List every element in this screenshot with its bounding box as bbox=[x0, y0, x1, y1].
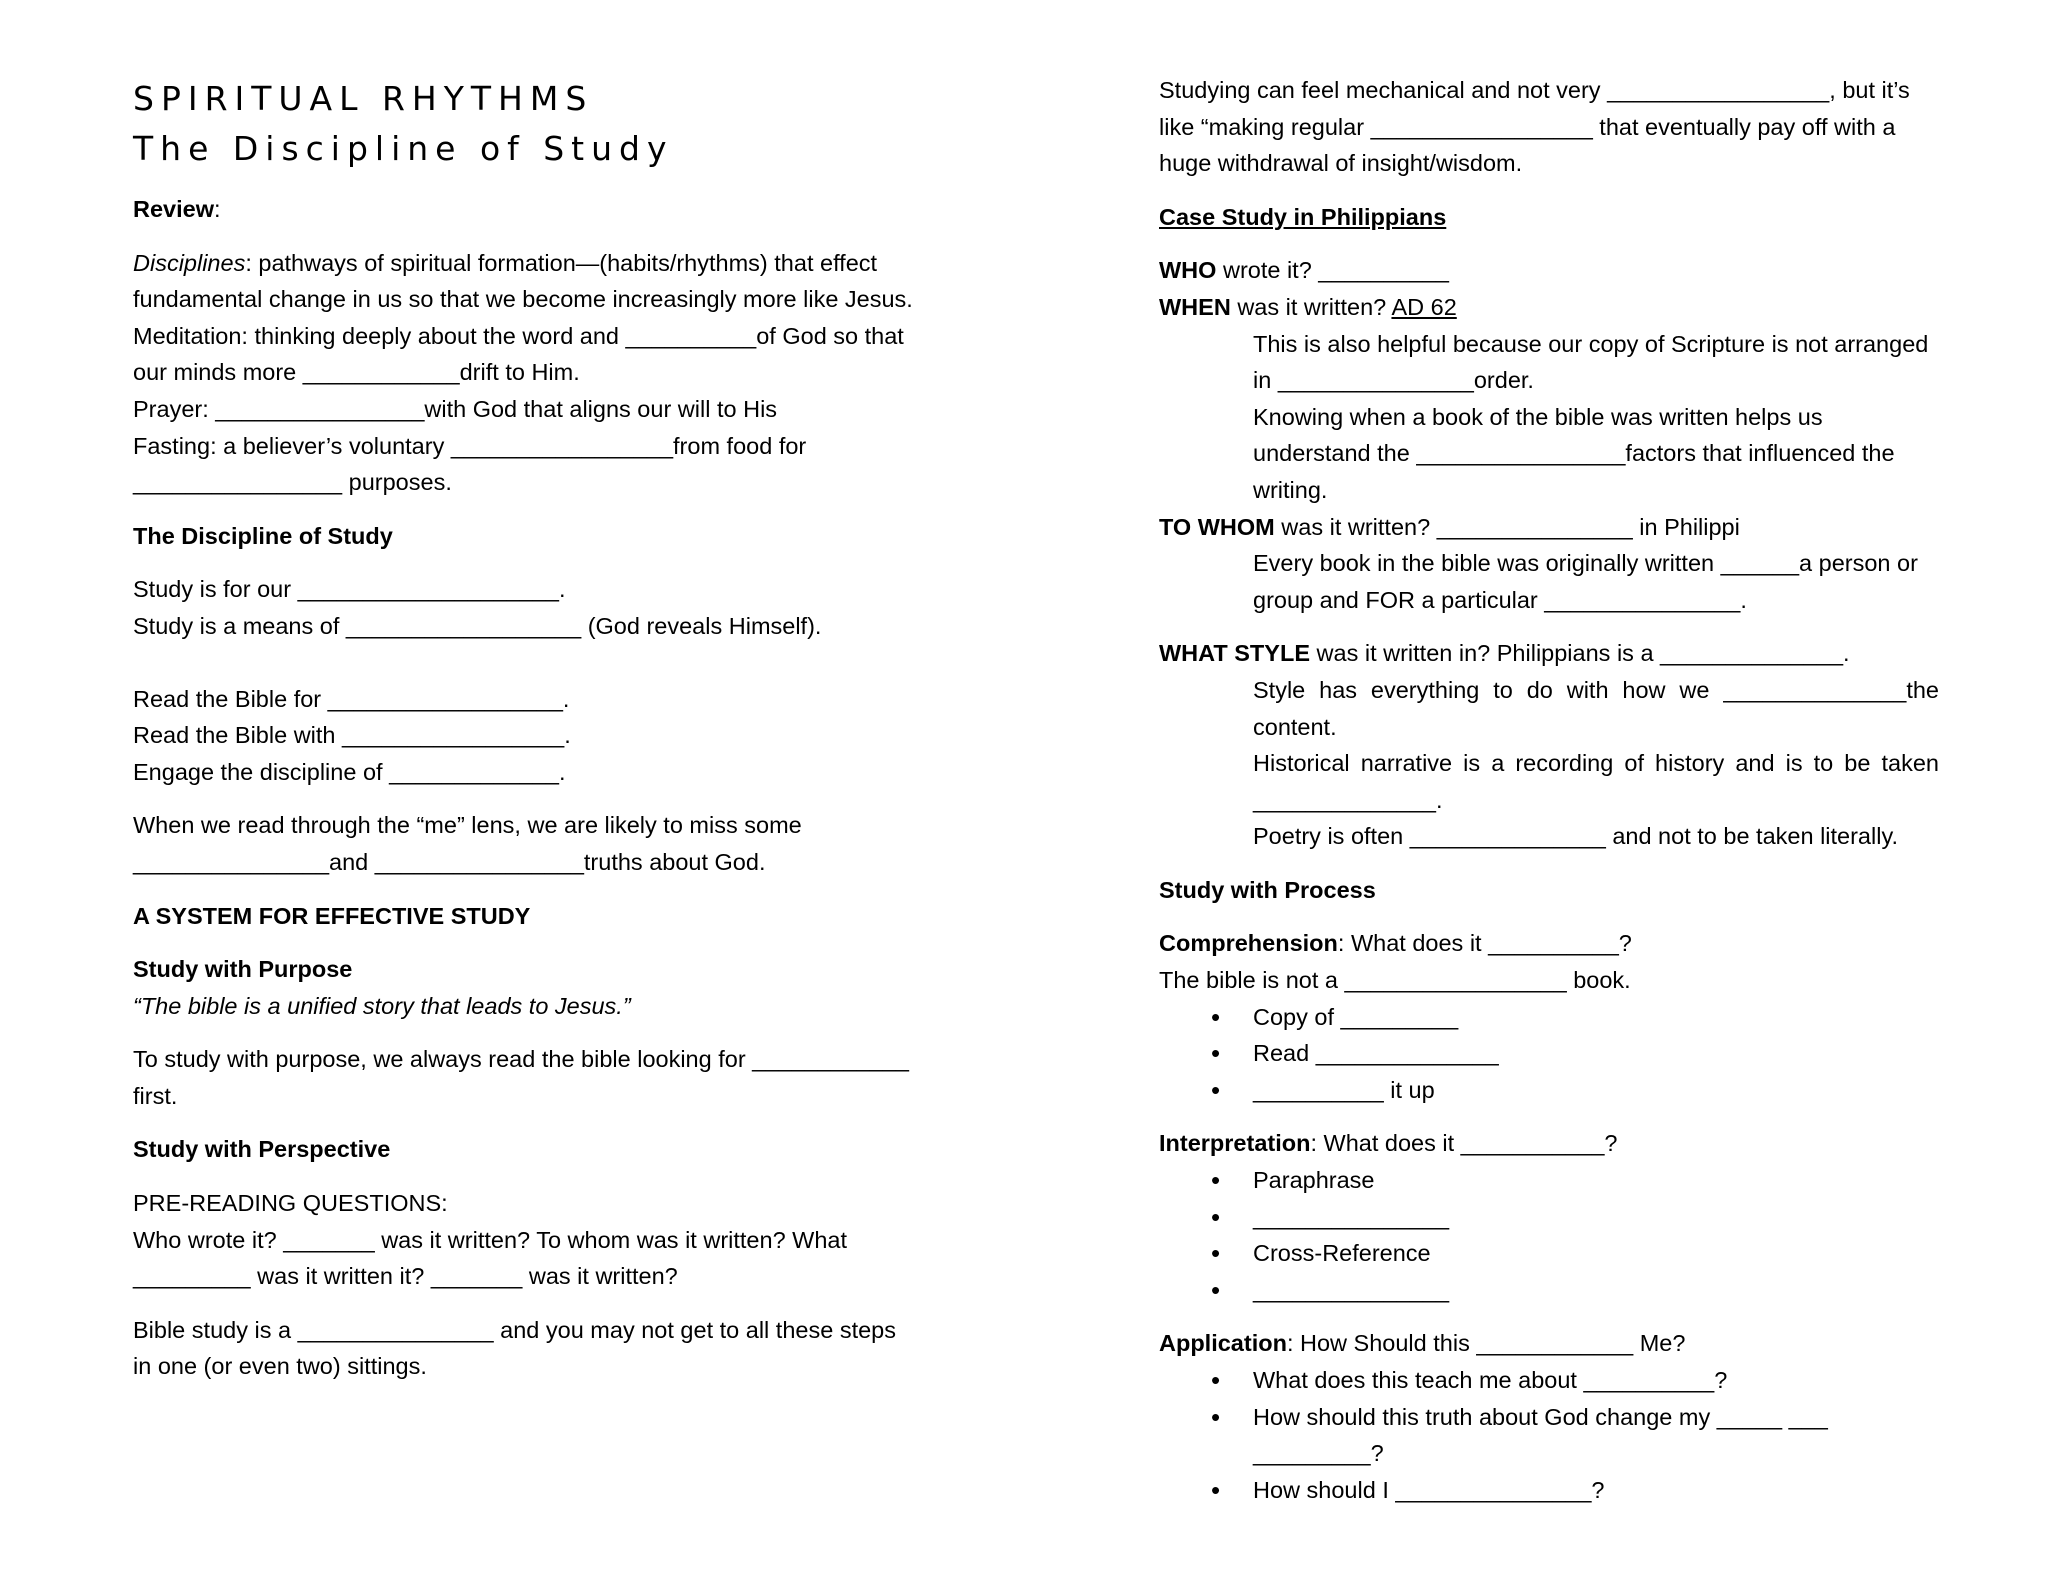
comprehension-line-2: The bible is not a _________________ book. bbox=[1159, 967, 1631, 994]
what-style-text: was it written in? Philippians is a ______________. bbox=[1310, 640, 1850, 667]
meditation-line: Meditation: thinking deeply about the word and __________of God so that our minds more ____________drift to Him. bbox=[133, 322, 904, 386]
application-label: Application bbox=[1159, 1330, 1287, 1357]
title-block bbox=[133, 74, 913, 174]
prereading-label: PRE-READING QUESTIONS: bbox=[133, 1190, 448, 1217]
title-line-1: SPIRITUAL RHYTHMS bbox=[133, 79, 594, 118]
review-heading: Review bbox=[133, 196, 214, 222]
application-text: : How Should this ____________ Me? bbox=[1286, 1330, 1686, 1357]
list-item: • How should I _______________? bbox=[1159, 1472, 1939, 1509]
disciplines-term: Disciplines bbox=[133, 249, 246, 276]
comprehension-line bbox=[1159, 925, 1939, 962]
review-heading-line bbox=[133, 191, 913, 228]
who-line bbox=[1159, 252, 1939, 289]
purpose-text: To study with purpose, we always read the bible looking for ____________ first. bbox=[133, 1046, 910, 1109]
list-item: • What does this teach me about __________? bbox=[1159, 1362, 1939, 1399]
when-answer: AD 62 bbox=[1391, 293, 1457, 320]
when-text: was it written? bbox=[1230, 293, 1392, 320]
prereading-text: Who wrote it? _______ was it written? To whom was it written? What _________ was it written it? _______ was it written? bbox=[133, 1226, 848, 1290]
list-item: • Paraphrase bbox=[1159, 1162, 1939, 1199]
interpretation-line bbox=[1159, 1125, 1939, 1162]
when-label: WHEN bbox=[1159, 293, 1231, 320]
list-item: • Copy of _________ bbox=[1159, 999, 1939, 1036]
list-item: • _______________ bbox=[1159, 1272, 1939, 1309]
disciplines-definition bbox=[133, 245, 913, 318]
read-with-line: Read the Bible with _________________. bbox=[133, 722, 571, 749]
study-for-line: Study is for our ____________________. bbox=[133, 576, 566, 603]
to-whom-line bbox=[1159, 509, 1939, 546]
prayer-line: Prayer: ________________with God that aligns our will to His bbox=[133, 395, 778, 422]
what-style-label: WHAT STYLE bbox=[1159, 640, 1310, 667]
to-whom-note: Every book in the bible was originally written ______a person or group and FOR a particular _______________. bbox=[1253, 550, 1918, 613]
case-study-heading: Case Study in Philippians bbox=[1159, 203, 1447, 230]
comprehension-label: Comprehension bbox=[1159, 930, 1338, 957]
study-means-line: Study is a means of __________________ (God reveals Himself). bbox=[133, 612, 822, 639]
what-style-line bbox=[1159, 635, 1939, 672]
list-item: • Cross-Reference bbox=[1159, 1235, 1939, 1272]
engage-line: Engage the discipline of _____________. bbox=[133, 758, 566, 785]
interpretation-text: : What does it ___________? bbox=[1310, 1130, 1618, 1157]
review-colon: : bbox=[214, 196, 221, 222]
style-note-3: Poetry is often _______________ and not to be taken literally. bbox=[1253, 823, 1898, 850]
application-line bbox=[1159, 1325, 1939, 1362]
interpretation-label: Interpretation bbox=[1159, 1130, 1311, 1157]
list-item: • How should this truth about God change my _____ ___ _________? bbox=[1159, 1399, 1939, 1472]
purpose-heading: Study with Purpose bbox=[133, 956, 353, 983]
right-column bbox=[1159, 72, 1939, 1508]
read-for-line: Read the Bible for __________________. bbox=[133, 685, 570, 712]
bible-study-line: Bible study is a _______________ and you may not get to all these steps in one (or even two) sittings. bbox=[133, 1316, 896, 1380]
who-label: WHO bbox=[1159, 257, 1217, 284]
process-heading: Study with Process bbox=[1159, 876, 1376, 903]
list-item: • __________ it up bbox=[1159, 1072, 1939, 1109]
comprehension-text: : What does it __________? bbox=[1337, 930, 1632, 957]
when-note-1: This is also helpful because our copy of Scripture is not arranged in _______________order. bbox=[1253, 330, 1929, 394]
title-line-2: The Discipline of Study bbox=[133, 129, 674, 168]
fasting-line: Fasting: a believer’s voluntary _________________from food for ________________ purposes. bbox=[133, 432, 807, 496]
when-note-2: Knowing when a book of the bible was written helps us understand the ________________factors that influenced the writing. bbox=[1253, 403, 1895, 503]
system-heading: A SYSTEM FOR EFFECTIVE STUDY bbox=[133, 902, 531, 929]
to-whom-text: was it written? _______________ in Philippi bbox=[1274, 513, 1740, 540]
style-note-1: Style has everything to do with how we ______________the content. bbox=[1253, 676, 1939, 740]
application-list bbox=[1159, 1362, 1939, 1508]
comprehension-list bbox=[1159, 999, 1939, 1109]
style-note-2: Historical narrative is a recording of history and is to be taken ______________. bbox=[1253, 750, 1939, 813]
to-whom-label: TO WHOM bbox=[1159, 513, 1275, 540]
mechanical-paragraph: Studying can feel mechanical and not very _________________, but it’s like “making regular _________________ that eventually pay off with a huge withdrawal of insight/wisdom. bbox=[1159, 77, 1910, 177]
left-column bbox=[133, 72, 913, 1385]
perspective-heading: Study with Perspective bbox=[133, 1136, 391, 1163]
study-heading: The Discipline of Study bbox=[133, 522, 393, 549]
when-line bbox=[1159, 289, 1939, 326]
purpose-quote: “The bible is a unified story that leads to Jesus.” bbox=[133, 992, 631, 1019]
list-item: • Read ______________ bbox=[1159, 1035, 1939, 1072]
me-lens-line: When we read through the “me” lens, we are likely to miss some _______________and ________________truths about God. bbox=[133, 812, 802, 875]
list-item: • _______________ bbox=[1159, 1199, 1939, 1236]
interpretation-list bbox=[1159, 1162, 1939, 1308]
who-text: wrote it? __________ bbox=[1216, 257, 1450, 284]
disciplines-text: : pathways of spiritual formation—(habits/rhythms) that effect fundamental change in us so that we become increasingly more like Jesus. bbox=[133, 249, 913, 313]
